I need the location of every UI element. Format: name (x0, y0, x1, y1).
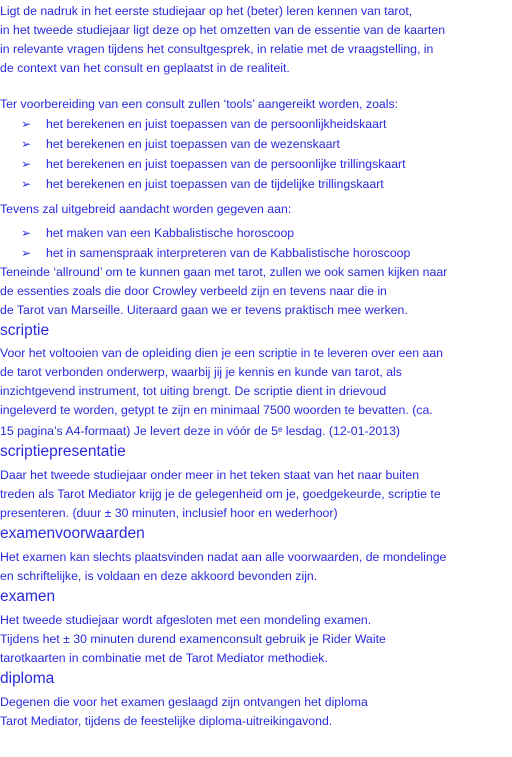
examen-line: Tijdens het ± 30 minuten durend examenconsult gebruik je Rider Waite (0, 632, 386, 646)
arrow-bullet-icon: ➢ (21, 246, 32, 260)
spacer (0, 78, 512, 95)
list-item-text: het berekenen en juist toepassen van de tijdelijke trillingskaart (46, 177, 384, 191)
intro-line: in het tweede studiejaar ligt deze op het omzetten van de essentie van de kaarten (0, 23, 446, 37)
allround-paragraph (0, 263, 512, 320)
ordinal-superscript: e (277, 425, 283, 434)
list-item-text: het berekenen en juist toepassen van de persoonlijkheidskaart (46, 117, 387, 131)
section-heading-examenvoorwaarden: examenvoorwaarden (0, 525, 145, 542)
intro-paragraph (0, 2, 512, 78)
scriptiepresentatie-line: Daar het tweede studiejaar onder meer in het teken staat van het naar buiten (0, 468, 420, 482)
attention-list (0, 223, 512, 263)
allround-line: de Tarot van Marseille. Uiteraard gaan we er tevens praktisch mee werken. (0, 303, 408, 317)
diploma-line: Degenen die voor het examen geslaagd zijn ontvangen het diploma (0, 695, 368, 709)
tools-intro: Ter voorbereiding van een consult zullen ‘tools’ aangereikt worden, zoals: (0, 97, 399, 111)
arrow-bullet-icon: ➢ (21, 137, 32, 151)
scriptiepresentatie-line: presenteren. (duur ± 30 minuten, inclusief hoor en wederhoor) (0, 506, 338, 520)
examen-line: tarotkaarten in combinatie met de Tarot Mediator methodiek. (0, 651, 328, 665)
intro-line: in relevante vragen tijdens het consultgesprek, in relatie met de vraagstelling, in (0, 42, 434, 56)
list-item-text: het in samenspraak interpreteren van de Kabbalistische horoscoop (46, 246, 411, 260)
list-item-text: het maken van een Kabbalistische horoscoop (46, 226, 295, 240)
intro-line: de context van het consult en geplaatst in de realiteit. (0, 61, 290, 75)
scriptie-line-deadline (0, 422, 512, 441)
section-heading-scriptie: scriptie (0, 322, 50, 339)
section-heading-scriptiepresentatie: scriptiepresentatie (0, 443, 126, 460)
examen-line: Het tweede studiejaar wordt afgesloten met een mondeling examen. (0, 613, 372, 627)
list-item (0, 243, 512, 263)
scriptie-line: Voor het voltooien van de opleiding dien je een scriptie in te leveren over een aan (0, 346, 443, 360)
list-item (0, 154, 512, 174)
deadline-text: 15 pagina’s A4-formaat) Je levert deze in vóór de 5 (0, 424, 278, 438)
deadline-date: lesdag. (12-01-2013) (282, 424, 401, 438)
list-item-text: het berekenen en juist toepassen van de persoonlijke trillingskaart (46, 157, 406, 171)
allround-line: Teneinde ‘allround’ om te kunnen gaan met tarot, zullen we ook samen kijken naar (0, 265, 448, 279)
examen-paragraph (0, 611, 512, 668)
list-item-text: het berekenen en juist toepassen van de wezenskaart (46, 137, 340, 151)
arrow-bullet-icon: ➢ (21, 117, 32, 131)
arrow-bullet-icon: ➢ (21, 226, 32, 240)
examenvoorwaarden-line: en schriftelijke, is voldaan en deze akkoord bevonden zijn. (0, 569, 318, 583)
intro-line: Ligt de nadruk in het eerste studiejaar op het (beter) leren kennen van tarot, (0, 4, 413, 18)
arrow-bullet-icon: ➢ (21, 177, 32, 191)
list-item (0, 174, 512, 194)
scriptiepresentatie-paragraph (0, 466, 512, 523)
tools-paragraph (0, 95, 512, 114)
list-item (0, 114, 512, 134)
list-item (0, 223, 512, 243)
document (0, 2, 512, 731)
attention-intro: Tevens zal uitgebreid aandacht worden gegeven aan: (0, 202, 292, 216)
section-heading-diploma: diploma (0, 670, 55, 687)
scriptie-line: ingeleverd te worden, getypt te zijn en minimaal 7500 woorden te bevatten. (ca. (0, 403, 433, 417)
scriptie-paragraph (0, 344, 512, 441)
list-item (0, 134, 512, 154)
examenvoorwaarden-line: Het examen kan slechts plaatsvinden nadat aan alle voorwaarden, de mondelinge (0, 550, 447, 564)
section-heading-examen: examen (0, 588, 56, 605)
scriptie-line: inzichtgevend instrument, tot uiting brengt. De scriptie dient in drievoud (0, 384, 387, 398)
scriptiepresentatie-line: treden als Tarot Mediator krijg je de gelegenheid om je, goedgekeurde, scriptie te (0, 487, 441, 501)
allround-line: de essenties zoals die door Crowley verbeeld zijn en tevens naar die in (0, 284, 387, 298)
scriptie-line: de tarot verbonden onderwerp, waarbij jij je kennis en kunde van tarot, als (0, 365, 402, 379)
tools-list (0, 114, 512, 194)
arrow-bullet-icon: ➢ (21, 157, 32, 171)
examenvoorwaarden-paragraph (0, 548, 512, 586)
diploma-paragraph (0, 693, 512, 731)
diploma-line: Tarot Mediator, tijdens de feestelijke diploma-uitreikingavond. (0, 714, 333, 728)
attention-paragraph (0, 200, 512, 219)
